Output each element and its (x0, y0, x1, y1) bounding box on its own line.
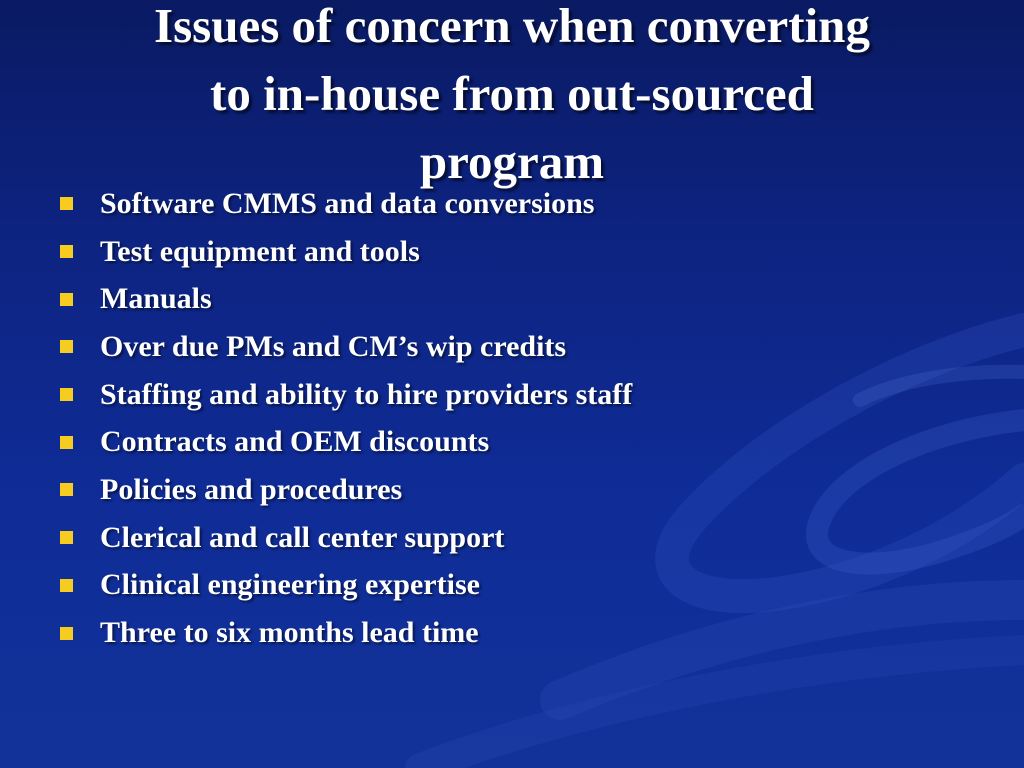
bullet-item (60, 371, 632, 419)
square-bullet-icon (60, 436, 73, 449)
square-bullet-icon (60, 197, 73, 210)
bullet-text: Software CMMS and data conversions (100, 186, 595, 220)
bullet-text: Manuals (100, 282, 212, 316)
square-bullet-icon (60, 579, 73, 592)
slide-title-line-3: program (419, 134, 605, 189)
slide-title-line-1: Issues of concern when converting (154, 0, 870, 53)
bullet-text: Three to six months lead time (100, 616, 479, 650)
bullet-item (60, 180, 632, 228)
square-bullet-icon (60, 627, 73, 640)
bullet-text: Staffing and ability to hire providers staff (100, 377, 633, 411)
bullet-item (60, 275, 632, 323)
slide-title (40, 0, 984, 196)
bullet-text: Over due PMs and CM’s wip credits (100, 329, 567, 363)
square-bullet-icon (60, 245, 73, 258)
square-bullet-icon (60, 293, 73, 306)
slide-title-line-2: to in-house from out-sourced (210, 66, 814, 121)
bullet-item (60, 323, 632, 371)
bullet-text: Clinical engineering expertise (100, 568, 480, 602)
bullet-text: Policies and procedures (100, 472, 403, 506)
bullet-item (60, 418, 632, 466)
square-bullet-icon (60, 340, 73, 353)
square-bullet-icon (60, 531, 73, 544)
bullet-item (60, 514, 632, 562)
bullet-item (60, 609, 632, 657)
bullet-item (60, 466, 632, 514)
bullet-text: Clerical and call center support (100, 520, 505, 554)
bullet-item (60, 562, 632, 610)
square-bullet-icon (60, 483, 73, 496)
bullet-item (60, 228, 632, 276)
bullet-text: Contracts and OEM discounts (100, 425, 490, 459)
bullet-list (60, 180, 632, 657)
square-bullet-icon (60, 388, 73, 401)
bullet-text: Test equipment and tools (100, 234, 420, 268)
